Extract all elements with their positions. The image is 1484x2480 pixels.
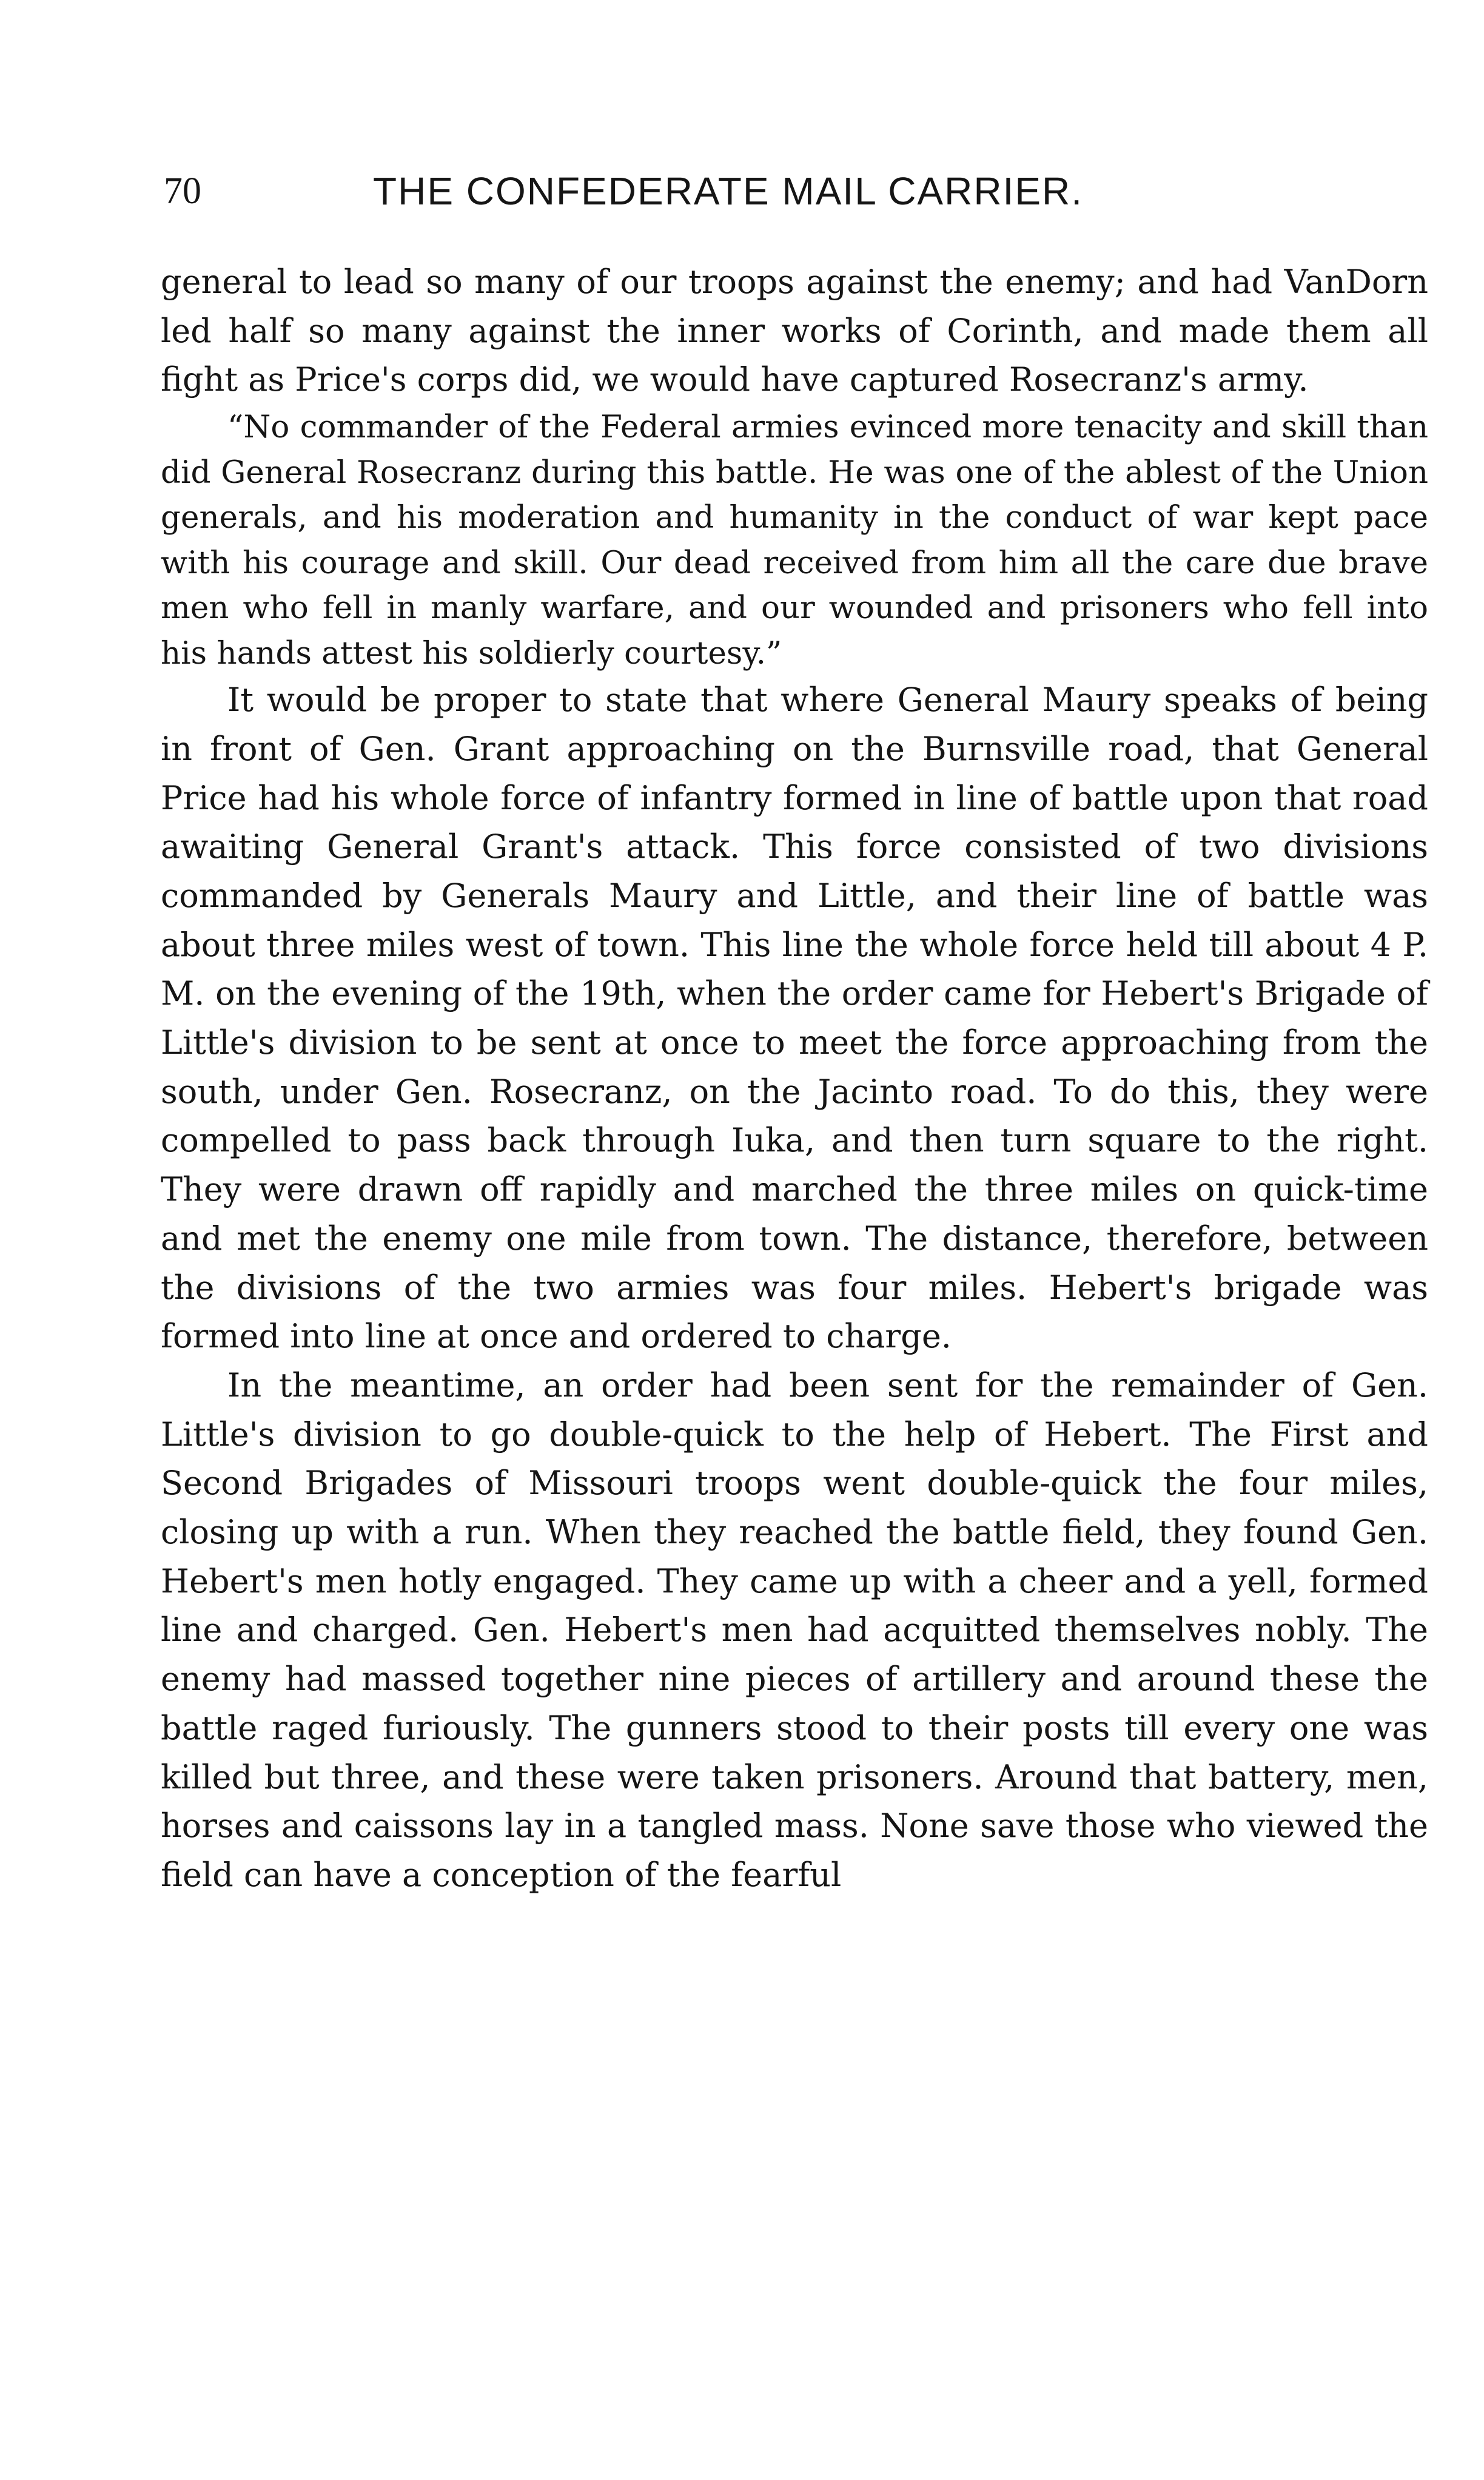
- page-number: 70: [164, 170, 201, 212]
- running-head: [164, 161, 1413, 221]
- running-title: THE CONFEDERATE MAIL CARRIER.: [373, 169, 1083, 213]
- paragraph-quote: “No commander of the Federal armies evinced more tenacity and skill than did General Rosecranz during this battle. He was one of the ablest of the Union generals, and his moderation and humanity in the conduct of war kept pace with his courage and skill. Our dead received from him all the care due brave men who fell in manly warfare, and our wounded and prisoners who fell into his hands attest his soldierly courtesy.”: [161, 409, 1428, 672]
- paragraph: In the meantime, an order had been sent for the remainder of Gen. Little's division to go double-quick to the help of Hebert. The First and Second Brigades of Missouri troops went double-quick the four miles, closing up with a run. When they reached the battle field, they found Gen. Hebert's men hotly engaged. They came up with a cheer and a yell, formed line and charged. Gen. Hebert's men had acquitted themselves nobly. The enemy had massed together nine pieces of artillery and around these the battle raged furiously. The gunners stood to their posts till every one was killed but three, and these were taken prisoners. Around that battery, men, horses and caissons lay in a tangled mass. None save those who viewed the field can have a conception of the fearful: [161, 1366, 1428, 1894]
- paragraph-continued: general to lead so many of our troops against the enemy; and had VanDorn led half so many against the inner works of Corinth, and made them all fight as Price's corps did, we would have captured Rosecranz's army.: [161, 263, 1428, 399]
- body-text: [161, 258, 1428, 1900]
- paragraph: It would be proper to state that where General Maury speaks of being in front of Gen. Grant approaching on the Burnsville road, that General Price had his whole force of infantry formed in line of battle upon that road awaiting General Grant's attack. This force consisted of two divisions commanded by Generals Maury and Little, and their line of battle was about three miles west of town. This line the whole force held till about 4 P. M. on the evening of the 19th, when the order came for Hebert's Brigade of Little's division to be sent at once to meet the force approaching from the south, under Gen. Rosecranz, on the Jacinto road. To do this, they were compelled to pass back through Iuka, and then turn square to the right. They were drawn off rapidly and marched the three miles on quick-time and met the enemy one mile from town. The distance, therefore, between the divisions of the two armies was four miles. Hebert's brigade was formed into line at once and ordered to charge.: [161, 681, 1428, 1356]
